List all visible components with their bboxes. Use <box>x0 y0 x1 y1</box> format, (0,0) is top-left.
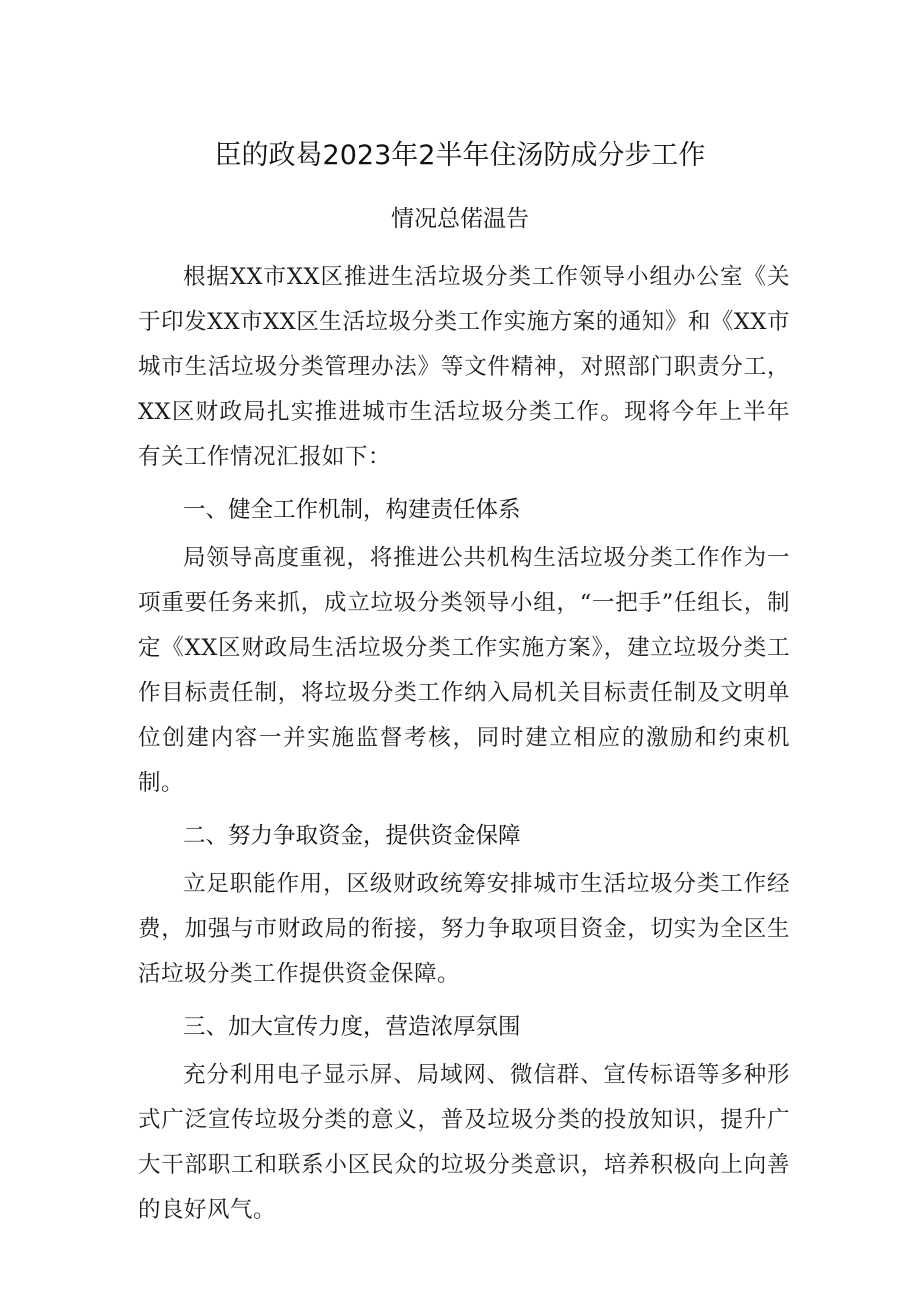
document-body <box>138 255 790 1233</box>
section-paragraph-2: 立足职能作用，区级财政统筹安排城市生活垃圾分类工作经费，加强与市财政局的衔接，努力争取项目资金，切实为全区生活垃圾分类工作提供资金保障。 <box>138 871 790 987</box>
section-paragraph-3: 充分利用电子显示屏、局域网、微信群、宣传标语等多种形式广泛宣传垃圾分类的意义，普及垃圾分类的投放知识，提升广大干部职工和联系小区民众的垃圾分类意识，培养积极向上向善的良好风气。 <box>138 1062 790 1223</box>
intro-paragraph: 根据XX市XX区推进生活垃圾分类工作领导小组办公室《关于印发XX市XX区生活垃圾分类工作实施方案的通知》和《XX市城市生活垃圾分类管理办法》等文件精神，对照部门职责分工，XX区财政局扎实推进城市生活垃圾分类工作。现将今年上半年有关工作情况汇报如下： <box>138 264 790 470</box>
section-heading-2: 二、努力争取资金，提供资金保障 <box>183 823 521 849</box>
document-subtitle: 情况总偌温告 <box>391 206 529 232</box>
section-heading-1: 一、健全工作机制，构建责任体系 <box>183 497 521 523</box>
document-title: 臣的政曷2023年2半年住汤防成分步工作 <box>214 140 706 171</box>
section-heading-3: 三、加大宣传力度，营造浓厚氛围 <box>183 1014 521 1040</box>
section-paragraph-1: 局领导高度重视，将推进公共机构生活垃圾分类工作作为一项重要任务来抓，成立垃圾分类领导小组，“一把手”任组长，制定《XX区财政局生活垃圾分类工作实施方案》，建立垃圾分类工作目标责任制，将垃圾分类工作纳入局机关目标责任制及文明单位创建内容一并实施监督考核，同时建立相应的激励和约束机制。 <box>138 545 790 796</box>
